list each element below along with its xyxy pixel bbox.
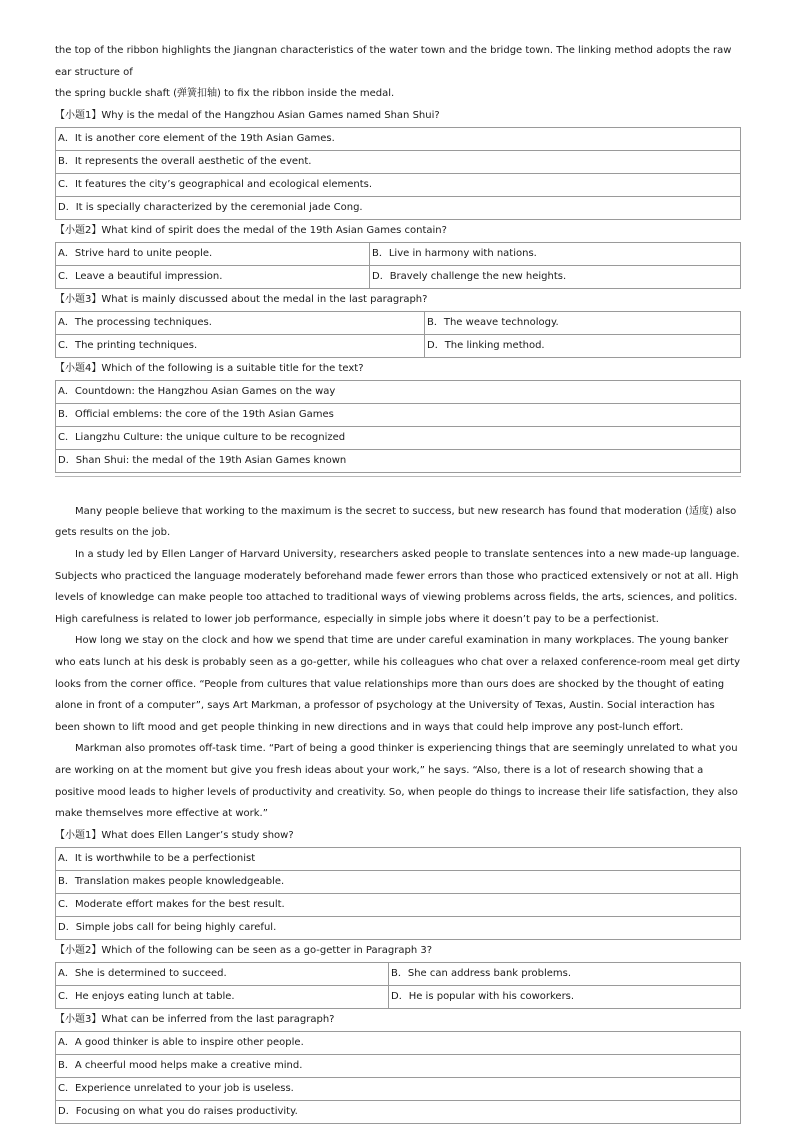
option-c[interactable]: C．It features the city’s geographical and ecological elements.: [56, 173, 741, 196]
option-d[interactable]: D．The linking method.: [425, 334, 741, 357]
option-b[interactable]: B．It represents the overall aesthetic of the event.: [56, 150, 741, 173]
option-a[interactable]: A．A good thinker is able to inspire other people.: [56, 1031, 741, 1054]
option-c[interactable]: C．Moderate effort makes for the best result.: [56, 893, 741, 916]
option-d[interactable]: D．Bravely challenge the new heights.: [370, 265, 741, 288]
intro-line: the top of the ribbon highlights the Jiangnan characteristics of the water town and the bridge town. The linking method adopts the raw ear structure of: [55, 45, 732, 78]
option-a[interactable]: A．She is determined to succeed.: [56, 962, 389, 985]
options-table: [55, 242, 741, 289]
option-b[interactable]: B．A cheerful mood helps make a creative mind.: [56, 1054, 741, 1077]
paragraph: Many people believe that working to the maximum is the secret to success, but new research has found that moderation (适度) also gets results on the job.: [55, 505, 737, 539]
option-b[interactable]: B．She can address bank problems.: [389, 962, 741, 985]
option-c[interactable]: C．Leave a beautiful impression.: [56, 265, 370, 288]
options-table: [55, 847, 741, 940]
options-table: [55, 380, 741, 473]
question-prompt: 【小题2】What kind of spirit does the medal of the 19th Asian Games contain?: [55, 224, 447, 236]
option-a[interactable]: A．Strive hard to unite people.: [56, 242, 370, 265]
question: [55, 105, 741, 220]
paragraph: How long we stay on the clock and how we spend that time are under careful examination in many workplaces. The young banker who eats lunch at his desk is probably seen as a go-getter, while his colleagues who chat over a relaxed conference-room meal get dirty looks from the corner office. “People from cultures that value relationships more than ours does are shocked by the thought of eating alone in front of a computer”, says Art Markman, a professor of psychology at the University of Texas, Austin. Social interaction has been shown to lift mood and get people thinking in new directions and in ways that could help improve any post-lunch effort.: [55, 635, 741, 733]
option-c[interactable]: C．Experience unrelated to your job is useless.: [56, 1077, 741, 1100]
option-b[interactable]: B．Official emblems: the core of the 19th Asian Games: [56, 403, 741, 426]
options-table: [55, 311, 741, 358]
option-d[interactable]: D．Shan Shui: the medal of the 19th Asian Games known: [56, 449, 741, 472]
option-d[interactable]: D．He is popular with his coworkers.: [389, 985, 741, 1008]
question: [55, 358, 741, 473]
option-c[interactable]: C．Liangzhu Culture: the unique culture to be recognized: [56, 426, 741, 449]
intro-line: the spring buckle shaft (弹簧扣轴) to fix the ribbon inside the medal.: [55, 88, 395, 100]
question: [55, 220, 741, 289]
passage2-body: [55, 501, 741, 825]
paragraph: In a study led by Ellen Langer of Harvard University, researchers asked people to translate sentences into a new made-up language. Subjects who practiced the language moderately beforehand made fewer errors than those who practiced extensively or not at all. High levels of knowledge can make people too attached to traditional ways of viewing problems across fields, the arts, sciences, and politics. High carefulness is related to lower job performance, especially in simple jobs where it doesn’t pay to be a perfectionist.: [55, 548, 740, 625]
question-prompt: 【小题4】Which of the following is a suitable title for the text?: [55, 362, 364, 374]
option-c[interactable]: C．He enjoys eating lunch at table.: [56, 985, 389, 1008]
question: [55, 1009, 741, 1124]
question: [55, 940, 741, 1009]
paragraph: Markman also promotes off-task time. “Part of being a good thinker is experiencing things that are seemingly unrelated to what you are working on at the moment but give you fresh ideas about your work,” he says. “Also, there is a lot of research showing that a positive mood leads to higher levels of productivity and creativity. So, when people do things to increase their life satisfaction, they also make themselves more effective at work.”: [55, 743, 738, 820]
options-table: [55, 962, 741, 1009]
question-prompt: 【小题1】What does Ellen Langer’s study show?: [55, 829, 294, 841]
question-prompt: 【小题3】What can be inferred from the last paragraph?: [55, 1013, 335, 1025]
question-prompt: 【小题3】What is mainly discussed about the medal in the last paragraph?: [55, 293, 428, 305]
option-a[interactable]: A．It is another core element of the 19th Asian Games.: [56, 127, 741, 150]
question-prompt: 【小题1】Why is the medal of the Hangzhou Asian Games named Shan Shui?: [55, 109, 440, 121]
option-a[interactable]: A．The processing techniques.: [56, 311, 425, 334]
option-c[interactable]: C．The printing techniques.: [56, 334, 425, 357]
question-prompt: 【小题2】Which of the following can be seen as a go-getter in Paragraph 3?: [55, 944, 433, 956]
option-b[interactable]: B．Translation makes people knowledgeable.: [56, 870, 741, 893]
option-d[interactable]: D．It is specially characterized by the ceremonial jade Cong.: [56, 196, 741, 219]
passage1-intro: [55, 40, 741, 105]
options-table: [55, 1031, 741, 1124]
document-page: [55, 40, 741, 1124]
option-a[interactable]: A．It is worthwhile to be a perfectionist: [56, 847, 741, 870]
options-table: [55, 127, 741, 220]
option-d[interactable]: D．Simple jobs call for being highly careful.: [56, 916, 741, 939]
option-d[interactable]: D．Focusing on what you do raises productivity.: [56, 1100, 741, 1123]
question: [55, 825, 741, 940]
option-a[interactable]: A．Countdown: the Hangzhou Asian Games on the way: [56, 380, 741, 403]
option-b[interactable]: B．The weave technology.: [425, 311, 741, 334]
option-b[interactable]: B．Live in harmony with nations.: [370, 242, 741, 265]
question: [55, 289, 741, 358]
